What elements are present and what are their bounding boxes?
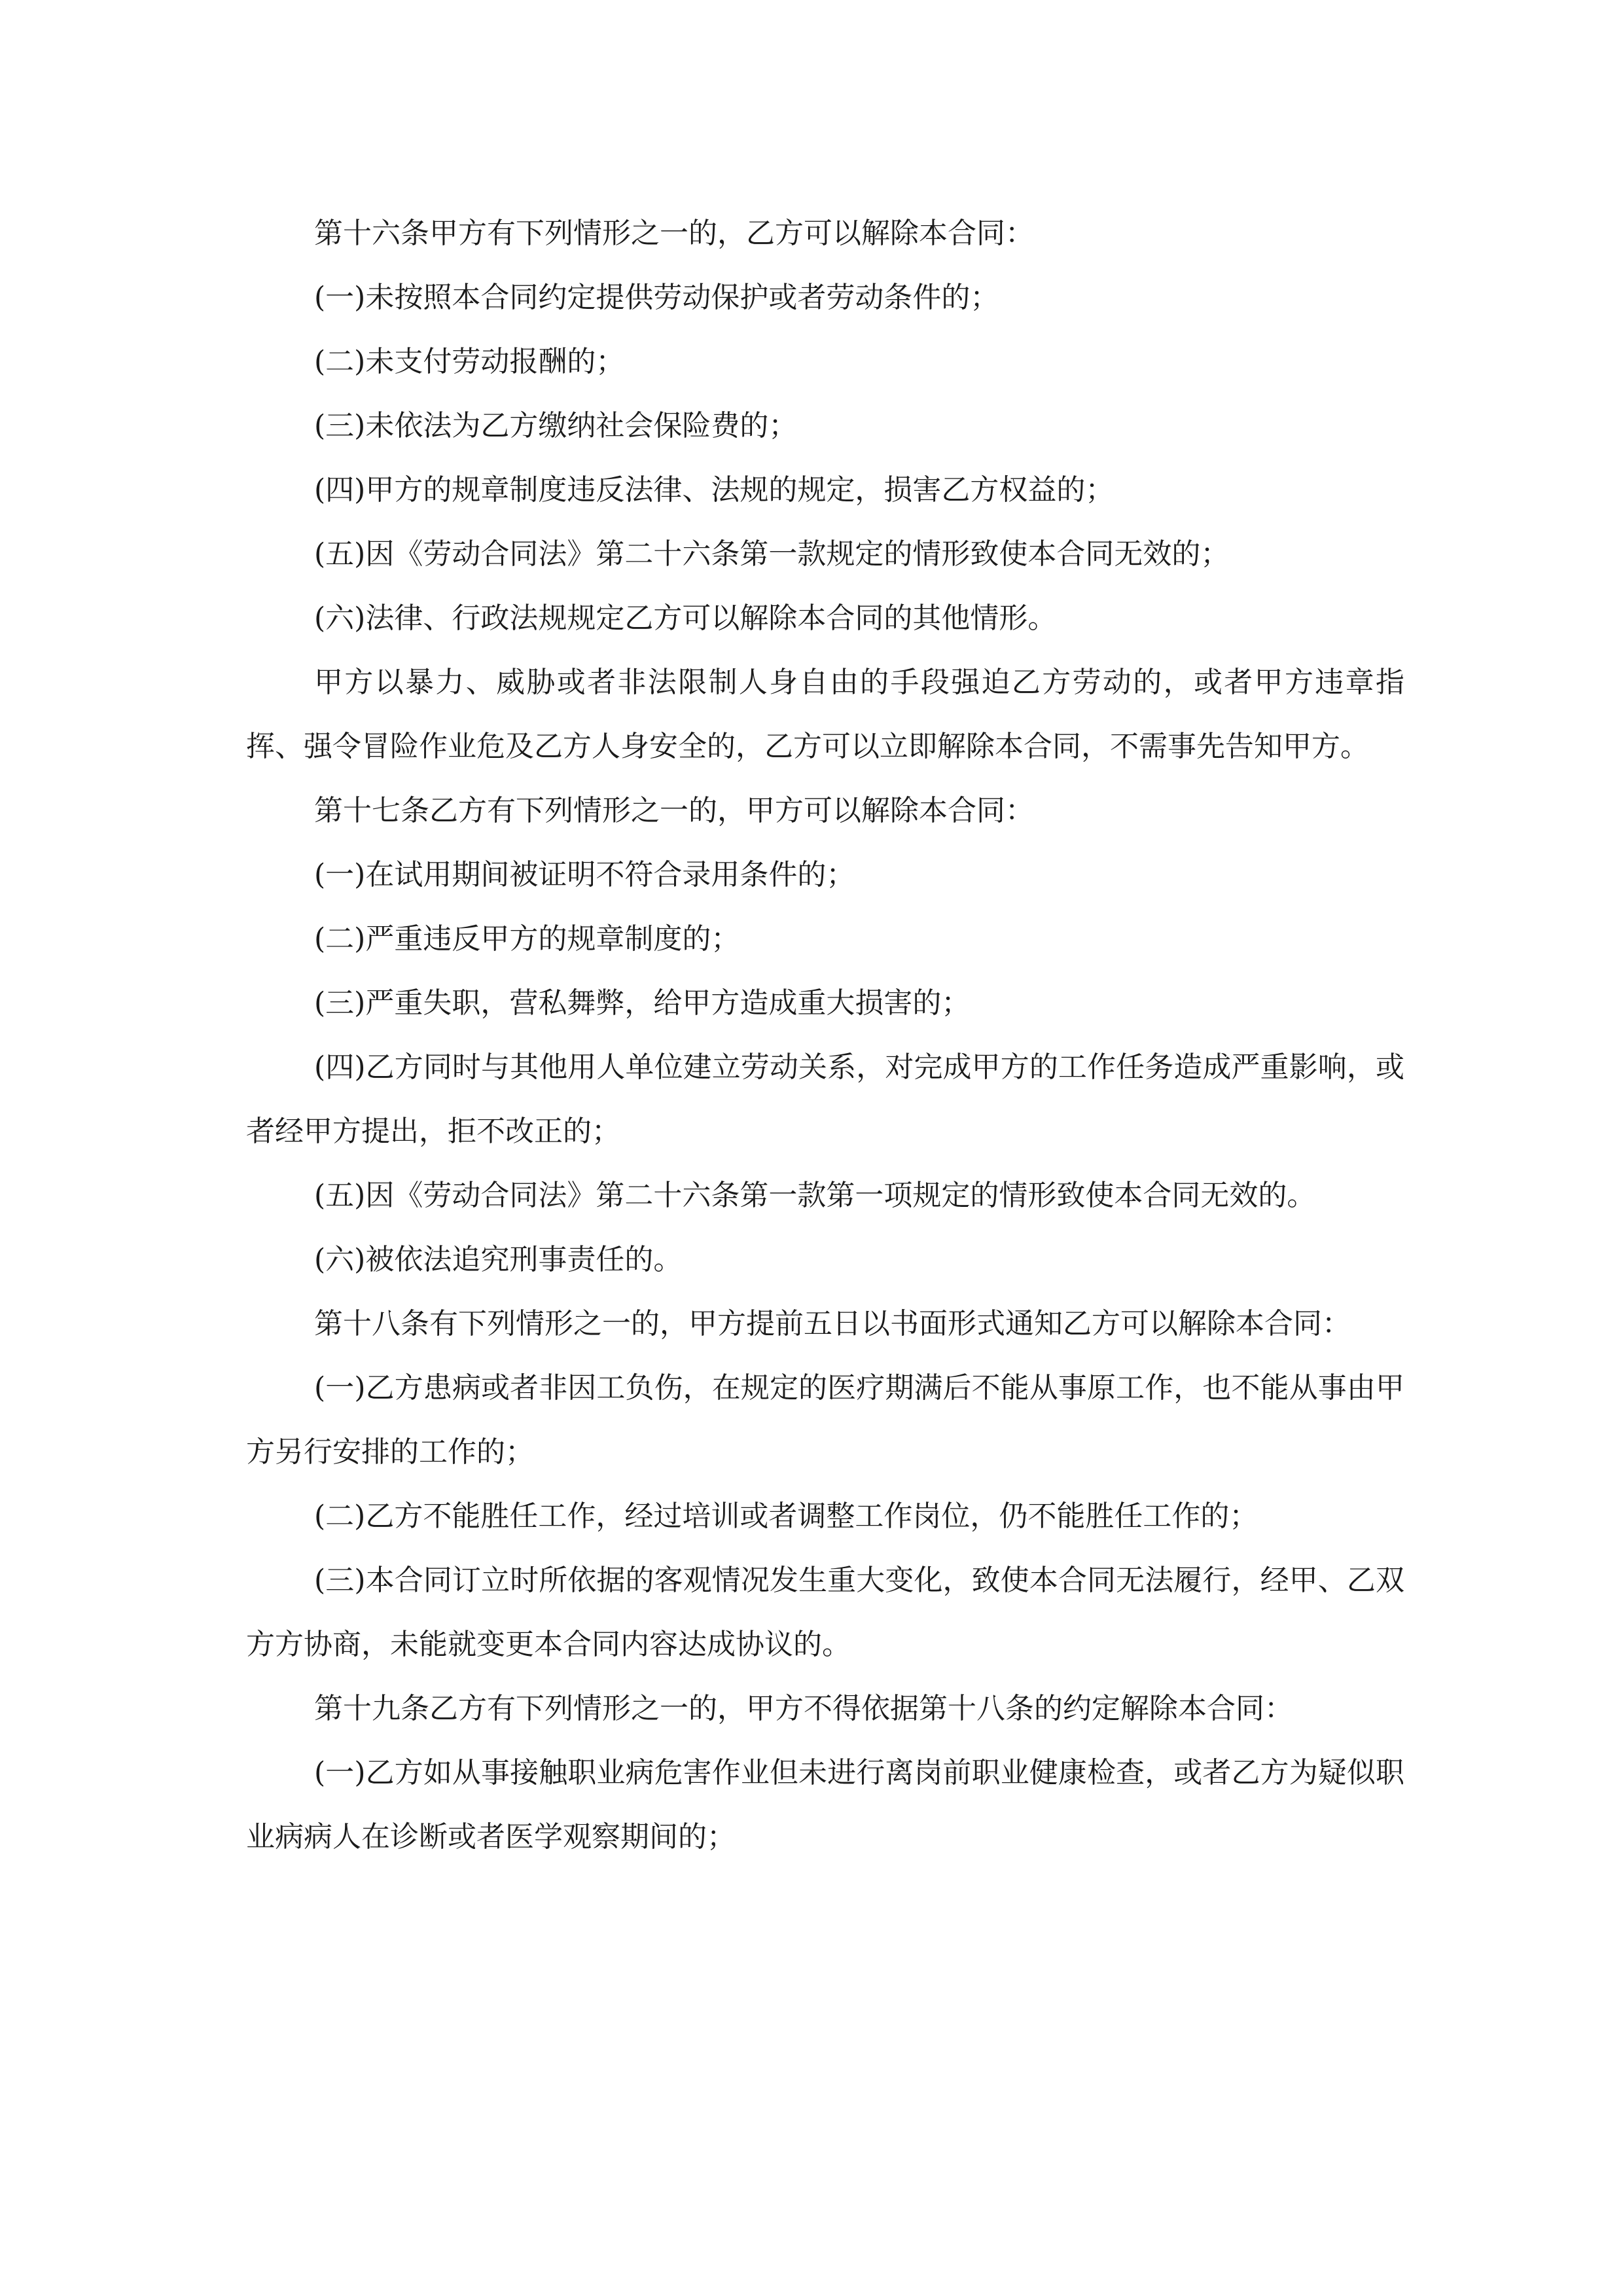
paragraph-16-item-6: (六)法律、行政法规规定乙方可以解除本合同的其他情形。 [314,601,1057,635]
paragraph-17-item-3: (三)严重失职，营私舞弊，给甲方造成重大损害的； [314,986,971,1020]
document-body [246,202,1404,1869]
paragraph-19-item-1: (一)乙方如从事接触职业病危害作业但未进行离岗前职业健康检查，或者乙方为疑似职业病病人在诊断或者医学观察期间的； [246,1756,1404,1854]
paragraph-17-item-4: (四)乙方同时与其他用人单位建立劳动关系，对完成甲方的工作任务造成严重影响，或者经甲方提出，拒不改正的； [246,1050,1404,1148]
paragraph-16-item-4: (四)甲方的规章制度违反法律、法规的规定，损害乙方权益的； [314,473,1115,507]
paragraph-article-17: 第十七条乙方有下列情形之一的，甲方可以解除本合同： [314,794,1034,827]
paragraph-17-item-5: (五)因《劳动合同法》第二十六条第一款第一项规定的情形致使本合同无效的。 [314,1179,1316,1212]
paragraph-16-item-5: (五)因《劳动合同法》第二十六条第一款规定的情形致使本合同无效的； [314,537,1230,571]
paragraph-17-item-2: (二)严重违反甲方的规章制度的； [314,922,740,956]
paragraph-16-item-3: (三)未依法为乙方缴纳社会保险费的； [314,409,798,442]
paragraph-16-item-2: (二)未支付劳动报酬的； [314,345,625,378]
paragraph-article-18: 第十八条有下列情形之一的，甲方提前五日以书面形式通知乙方可以解除本合同： [314,1307,1351,1340]
paragraph-article-19: 第十九条乙方有下列情形之一的，甲方不得依据第十八条的约定解除本合同： [314,1692,1293,1725]
paragraph-17-item-1: (一)在试用期间被证明不符合录用条件的； [314,858,855,891]
paragraph-18-item-3: (三)本合同订立时所依据的客观情况发生重大变化，致使本合同无法履行，经甲、乙双方方协商，未能就变更本合同内容达成协议的。 [246,1564,1404,1661]
paragraph-18-item-2: (二)乙方不能胜任工作，经过培训或者调整工作岗位，仍不能胜任工作的； [314,1499,1258,1533]
paragraph-17-item-6: (六)被依法追究刑事责任的。 [314,1243,683,1276]
paragraph-article-16: 第十六条甲方有下列情形之一的，乙方可以解除本合同： [314,217,1034,250]
paragraph-16-item-1: (一)未按照本合同约定提供劳动保护或者劳动条件的； [314,281,999,314]
paragraph-18-item-1: (一)乙方患病或者非因工负伤，在规定的医疗期满后不能从事原工作，也不能从事由甲方另行安排的工作的； [246,1371,1404,1469]
paragraph-16-immediate-termination: 甲方以暴力、威胁或者非法限制人身自由的手段强迫乙方劳动的，或者甲方违章指挥、强令冒险作业危及乙方人身安全的，乙方可以立即解除本合同，不需事先告知甲方。 [246,666,1404,763]
